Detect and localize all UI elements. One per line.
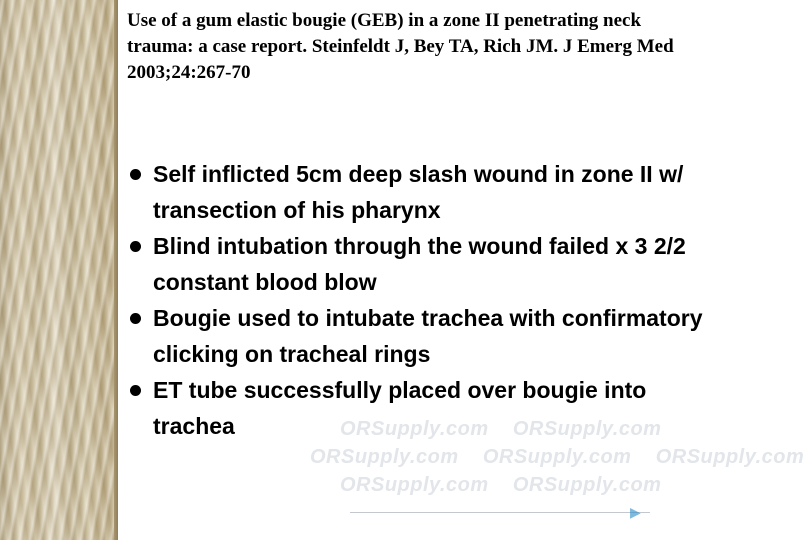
watermark-arrow-icon: ▶: [630, 504, 641, 520]
marble-border-decoration: [0, 0, 118, 540]
bullet-item: [127, 372, 707, 444]
bullet-item: [127, 228, 707, 300]
bullet-dot-icon: [130, 241, 141, 252]
watermark-divider: [350, 512, 650, 513]
bullet-item: [127, 300, 707, 372]
watermark-row: ORSupply.com ORSupply.com ORSupply.com: [310, 446, 804, 468]
slide-title: Use of a gum elastic bougie (GEB) in a zone II penetrating neck trauma: a case report. Steinfeldt J, Bey TA, Rich JM. J Emerg Med 2003;24:267-70: [127, 10, 674, 83]
bullet-text: Bougie used to intubate trachea with confirmatory clicking on tracheal rings: [153, 305, 703, 367]
watermark-row: ORSupply.com ORSupply.com: [340, 418, 662, 440]
bullet-text: Self inflicted 5cm deep slash wound in zone II w/ transection of his pharynx: [153, 161, 684, 223]
bullet-dot-icon: [130, 385, 141, 396]
bullet-list: [127, 156, 707, 444]
bullet-text: ET tube successfully placed over bougie into trachea: [153, 377, 647, 439]
bullet-text: Blind intubation through the wound failed x 3 2/2 constant blood blow: [153, 233, 686, 295]
bullet-dot-icon: [130, 169, 141, 180]
bullet-item: [127, 156, 707, 228]
watermark-row: ORSupply.com ORSupply.com: [340, 474, 662, 496]
bullet-dot-icon: [130, 313, 141, 324]
